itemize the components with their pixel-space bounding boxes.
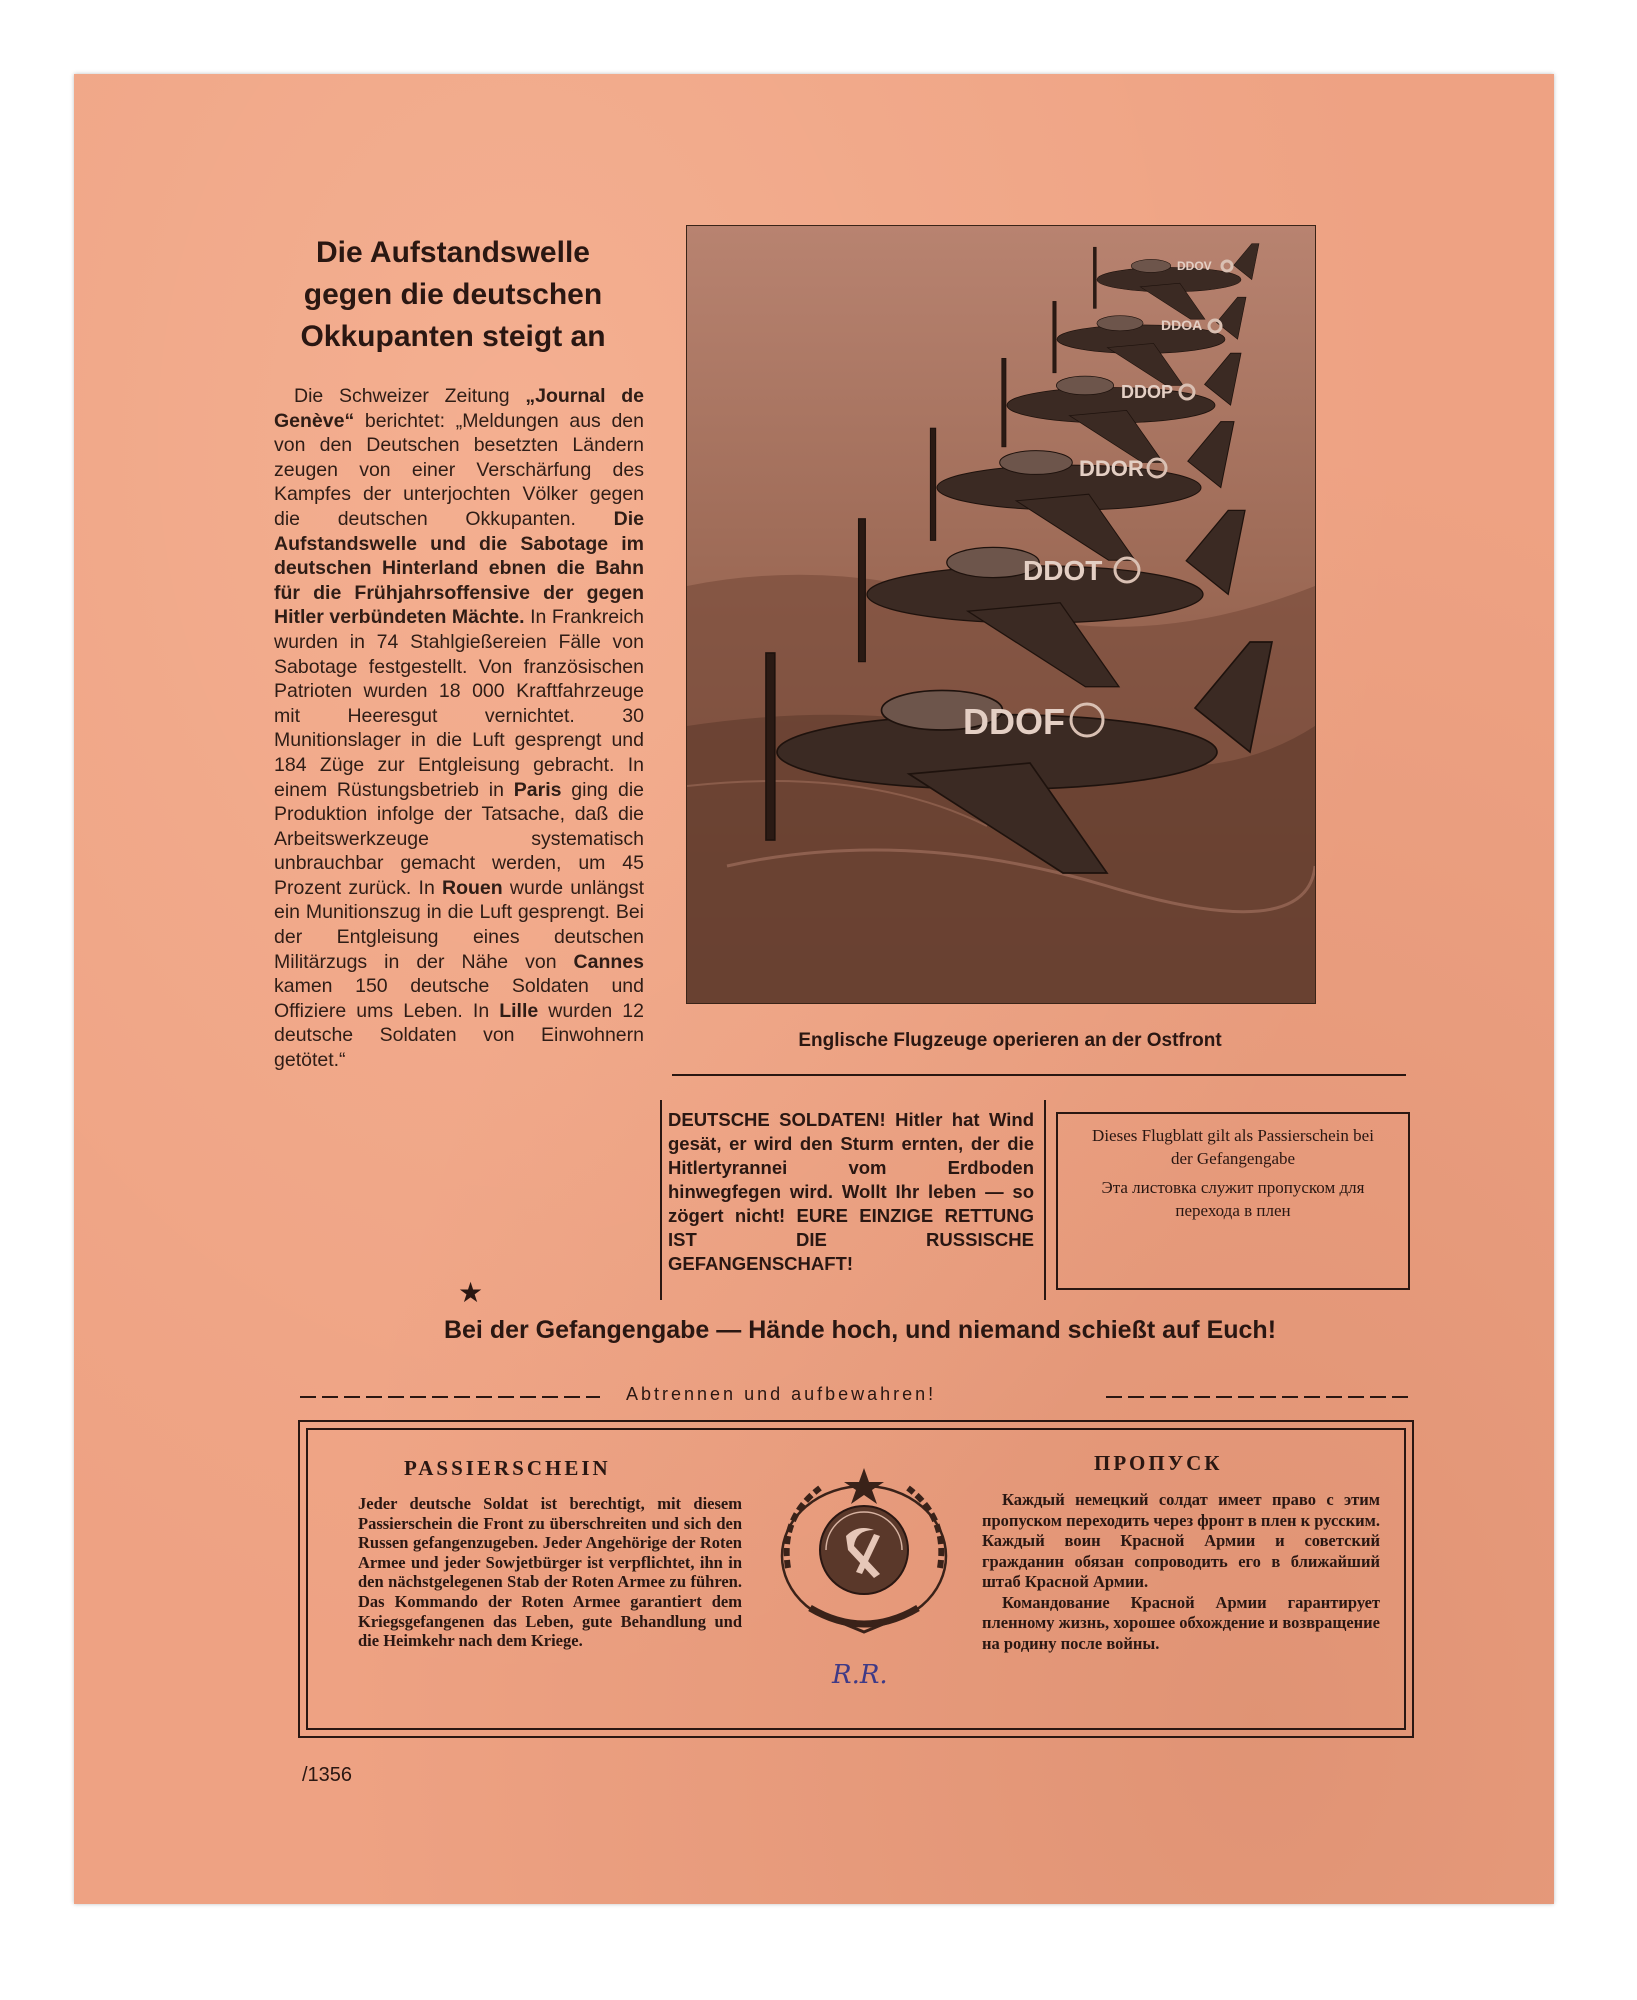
passage-notice-box: [1056, 1112, 1410, 1290]
callout-appeal: DEUTSCHE SOLDATEN! Hitler hat Wind gesät, er wird den Sturm ernten, der die Hitlertyrannei vom Erdboden hinwegfegen wird. Wollt Ihr leben — so zögert nicht! EURE EINZIGE RETTUNG IST DIE RUSSISCHE GEFANGENSCHAFT!: [668, 1109, 1034, 1274]
article-place: Lille: [499, 999, 539, 1022]
article-text: berichtet: „Meldungen aus den von den Deutschen besetzten Ländern zeugen von einer Verschärfung des Kampfes der unterjochten Völker gegen die deutschen Okkupanten.: [274, 409, 644, 530]
article-text: In Frankreich wurden in 74 Stahlgießereien Fälle von Sabotage festgestellt. Von französischen Patrioten wurden 18 000 Kraftfahrzeuge mit Heeresgut vernichtet. 30 Munitionslager in die Luft gesprengt und 184 Züge zur Entgleisung gebracht. In einem Rüstungsbetrieb in: [274, 606, 644, 801]
article-text: kamen 150 deutsche Soldaten und Offiziere ums Leben. In: [274, 975, 644, 1022]
passierschein-body: Jeder deutsche Soldat ist berechtigt, mit diesem Passierschein die Front zu überschreiten und sich den Russen gefangenzugeben. Jeder Angehörige der Roten Armee und jeder Sowjetbürger ist verpflichtet, ihn in den nächstgelegenen Stab der Roten Armee zu führen. Das Kommando der Roten Armee garantiert dem Kriegsgefangenen das Leben, gute Behandlung und die Heimkehr nach dem Kriege.: [358, 1494, 742, 1651]
handwritten-initials: R.R.: [832, 1660, 888, 1690]
photo-caption: Englische Flugzeuge operieren an der Ostfront: [798, 1030, 1222, 1051]
leaflet-number: /1356: [302, 1764, 353, 1786]
star-ornament: ★: [458, 1277, 484, 1308]
plane-code-5: DDOT: [1023, 555, 1103, 586]
propusk-body-p2: Командование Красной Армии гарантирует пленному жизнь, хорошее обхождение и возвращение на родину после войны.: [982, 1592, 1380, 1653]
column-rule-left: [660, 1100, 662, 1300]
plane-code-1: DDOV: [1177, 259, 1212, 273]
passage-notice-russian: Эта листовка служит пропуском для перехода в плен: [1101, 1178, 1365, 1220]
cut-line[interactable]: [300, 1382, 1412, 1412]
article-source: „Journal de Genève“: [274, 385, 644, 432]
soviet-emblem-icon: [770, 1458, 958, 1636]
passierschein-title: PASSIERSCHEIN: [404, 1456, 611, 1480]
aircraft-formation-image: [687, 226, 1315, 1003]
article-text: Die Schweizer Zeitung: [294, 385, 526, 407]
aircraft-photo: [686, 225, 1316, 1004]
headline: [276, 232, 630, 358]
headline-line-2: gegen die deutschen: [303, 278, 603, 311]
headline-line-1: Die Aufstandswelle: [316, 236, 590, 269]
article-place: Paris: [513, 778, 562, 801]
propusk-title: ПРОПУСК: [1094, 1451, 1223, 1475]
propusk-body: [982, 1490, 1380, 1654]
cut-instruction: Abtrennen und aufbewahren!: [626, 1384, 937, 1404]
divider-rule: [672, 1074, 1406, 1076]
article-text: wurden 12 deutsche Soldaten von Einwohnern getötet.“: [274, 999, 644, 1072]
article-emphasis: Die Aufstandswelle und die Sabotage im deutschen Hinterland ebnen die Bahn für die Frühjahrsoffensive der gegen Hitler verbündeten Mächte.: [274, 507, 644, 629]
cut-dashes-left: [300, 1396, 600, 1398]
plane-code-4: DDOR: [1079, 456, 1144, 481]
article-text: wurde unlängst ein Munitionszug in die Luft gesprengt. Bei der Entgleisung eines deutschen Militärzugs in der Nähe von: [274, 876, 645, 973]
passage-notice-german: Dieses Flugblatt gilt als Passierschein bei der Gefangengabe: [1092, 1126, 1374, 1168]
column-rule-right: [1044, 1100, 1046, 1300]
surrender-slogan: Bei der Gefangengabe — Hände hoch, und niemand schießt auf Euch!: [443, 1316, 1277, 1344]
article-text: ging die Produktion infolge der Tatsache, daß die Arbeitswerkzeuge systematisch unbrauchbar gemacht werden, um 45 Prozent zurück. In: [274, 778, 644, 899]
article-body: [274, 384, 644, 1073]
plane-code-2: DDOA: [1161, 317, 1203, 333]
propusk-body-p1: Каждый немецкий солдат имеет право с этим пропуском переходить через фронт в плен к русским. Каждый воин Красной Армии и советский гражданин обязан сопроводить его в ближайший штаб Красной Армии.: [982, 1490, 1380, 1591]
cut-dashes-right: [1106, 1396, 1412, 1398]
article-place: Rouen: [442, 876, 503, 899]
plane-code-3: DDOP: [1121, 382, 1174, 402]
plane-code-6: DDOF: [963, 701, 1065, 742]
article-place: Cannes: [573, 950, 644, 973]
headline-line-3: Okkupanten steigt an: [300, 320, 606, 353]
